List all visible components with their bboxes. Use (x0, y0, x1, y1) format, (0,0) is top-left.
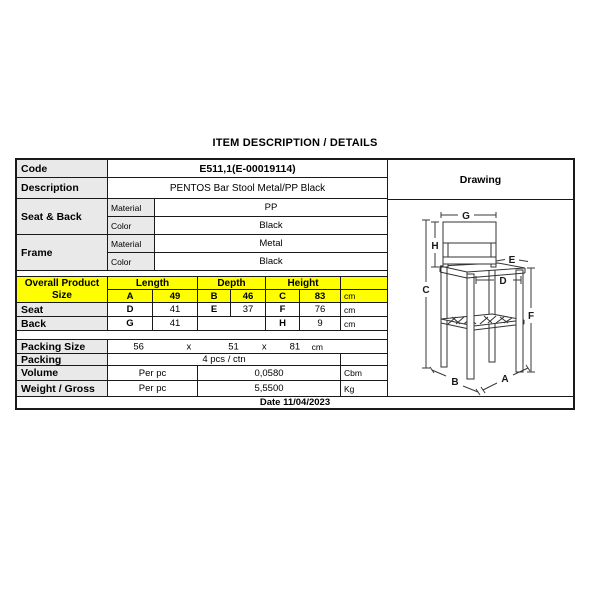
overall-depth-value: 46 (230, 290, 265, 302)
seat-back-color-label: Color (107, 217, 154, 234)
code-value: E511,1(E-00019114) (107, 160, 387, 177)
weight-row (17, 381, 387, 396)
back-length-value: 41 (152, 317, 197, 330)
packing-size-values (107, 340, 387, 353)
back-row (17, 317, 387, 331)
details-section (17, 160, 387, 396)
frame-material-label: Material (107, 235, 154, 252)
height-header: Height (265, 277, 340, 289)
stool-front-right-leg (516, 270, 523, 372)
back-height-key: H (265, 317, 299, 330)
frame-group (17, 235, 387, 271)
seat-height-value: 76 (299, 303, 340, 316)
table-main (17, 160, 573, 396)
description-row (17, 178, 387, 199)
dim-label-G: G (462, 211, 470, 222)
dim-label-D: D (499, 276, 507, 287)
code-row (17, 160, 387, 178)
overall-size-label-line2: Size (51, 289, 72, 301)
dim-label-A: A (501, 374, 509, 385)
seat-back-material-label: Material (107, 199, 154, 216)
overall-unit: cm (340, 290, 387, 302)
packing-size-label: Packing Size (17, 340, 107, 353)
description-label: Description (17, 178, 107, 198)
packing-size-v3: 81 (289, 341, 301, 352)
back-depth-empty (197, 317, 265, 330)
volume-label: Volume (17, 366, 107, 380)
back-length-key: G (107, 317, 152, 330)
frame-color-value: Black (154, 253, 387, 270)
dim-label-E: E (508, 255, 516, 266)
seat-row (17, 303, 387, 317)
code-label: Code (17, 160, 107, 177)
overall-depth-key: B (197, 290, 230, 302)
seat-length-key: D (107, 303, 152, 316)
volume-unit: Cbm (340, 366, 387, 380)
dim-label-C: C (422, 285, 430, 296)
seat-height-key: F (265, 303, 299, 316)
stool-back-left-leg (441, 267, 447, 367)
seat-back-material-row (107, 199, 387, 217)
packing-size-unit: cm (311, 341, 323, 352)
seat-label: Seat (17, 303, 107, 316)
date-row: Date 11/04/2023 (17, 396, 573, 408)
packing-row (17, 354, 387, 366)
packing-empty (340, 354, 387, 365)
spec-table (15, 158, 575, 410)
volume-value: 0,0580 (197, 366, 340, 380)
stool-footrest (441, 314, 524, 326)
frame-material-row (107, 235, 387, 253)
frame-label: Frame (17, 235, 107, 270)
weight-unit: Kg (340, 381, 387, 396)
overall-size-group (17, 277, 387, 303)
stool-back-right-leg (489, 264, 495, 362)
packing-size-row (17, 340, 387, 354)
page-title: ITEM DESCRIPTION / DETAILS (212, 137, 378, 149)
frame-color-row (107, 253, 387, 270)
dim-label-F: F (527, 311, 535, 322)
overall-length-value: 49 (152, 290, 197, 302)
overall-length-key: A (107, 290, 152, 302)
drawing-header: Drawing (388, 160, 573, 200)
back-label: Back (17, 317, 107, 330)
seat-back-material-value: PP (154, 199, 387, 216)
overall-size-label-line1: Overall Product (24, 277, 100, 289)
length-header: Length (107, 277, 197, 289)
overall-height-key: C (265, 290, 299, 302)
stool-front-left-leg (467, 274, 474, 379)
seat-back-group (17, 199, 387, 235)
seat-unit: cm (340, 303, 387, 316)
seat-back-label: Seat & Back (17, 199, 107, 234)
size-header-empty (340, 277, 387, 289)
packing-label: Packing (17, 354, 107, 365)
description-value: PENTOS Bar Stool Metal/PP Black (107, 178, 387, 198)
frame-color-label: Color (107, 253, 154, 270)
size-header-row (107, 277, 387, 290)
weight-per: Per pc (107, 381, 197, 396)
weight-value: 5,5500 (197, 381, 340, 396)
packing-value: 4 pcs / ctn (107, 354, 340, 365)
back-unit: cm (340, 317, 387, 330)
packing-size-x2: x (261, 341, 267, 352)
packing-size-x1: x (186, 341, 192, 352)
seat-length-value: 41 (152, 303, 197, 316)
packing-size-v2: 51 (228, 341, 239, 352)
spacer-row-2 (17, 331, 387, 340)
back-height-value: 9 (299, 317, 340, 330)
seat-back-color-value: Black (154, 217, 387, 234)
overall-size-row (107, 290, 387, 302)
weight-label: Weight / Gross (17, 381, 107, 396)
dim-label-H: H (431, 241, 439, 252)
backrest-panel (443, 222, 496, 243)
backrest-lower-rail (443, 257, 496, 264)
volume-row (17, 366, 387, 381)
seat-depth-value: 37 (230, 303, 265, 316)
volume-per: Per pc (107, 366, 197, 380)
dim-label-B: B (451, 377, 459, 388)
frame-material-value: Metal (154, 235, 387, 252)
depth-header: Depth (197, 277, 265, 289)
seat-back-color-row (107, 217, 387, 234)
drawing-section (387, 160, 573, 396)
seat-depth-key: E (197, 303, 230, 316)
overall-height-value: 83 (299, 290, 340, 302)
bar-stool-drawing (388, 200, 577, 396)
drawing-area (388, 200, 573, 396)
packing-size-v1: 56 (133, 341, 144, 352)
overall-size-label (17, 277, 107, 302)
